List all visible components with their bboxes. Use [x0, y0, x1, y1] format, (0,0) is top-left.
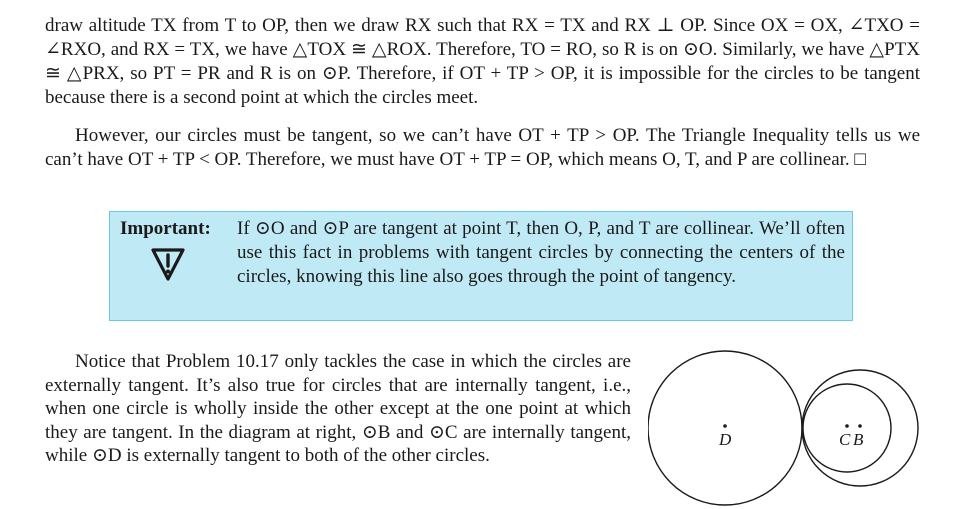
circle-b — [802, 370, 918, 486]
paragraph-conclusion: However, our circles must be tangent, so we can’t have OT + TP > OP. The Triangle Inequality tells us we can’t have OT + TP < OP. Therefore, we must have OT + TP = OP, which means O, T, and P are collinear. □ — [45, 125, 920, 170]
circle-c — [803, 384, 891, 472]
important-callout — [109, 211, 853, 321]
paragraph-internal-tangency: Notice that Problem 10.17 only tackles the case in which the circles are externally tangent. It’s also true for circles that are internally tangent, i.e., when one circle is wholly inside the other except at the one point at which they are tangent. In the diagram at right, ⊙B and ⊙C are internally tangent, while ⊙D is externally tangent to both of the other circles. — [45, 351, 631, 466]
center-d-point — [723, 424, 727, 428]
circle-d — [648, 351, 802, 505]
important-label: Important: — [120, 218, 211, 239]
center-b-point — [858, 424, 862, 428]
paragraph-proof-continuation: draw altitude TX from T to OP, then we draw RX such that RX = TX and RX ⊥ OP. Since OX = OX, ∠TXO = ∠RXO, and RX = TX, we have △TOX ≅ △ROX. Therefore, TO = RO, so R is on ⊙O. Similarly, we have △PTX ≅ △PRX, so PT = PR and R is on ⊙P. Therefore, if OT + TP > OP, it is impossible for the circles to be tangent because there is a second point at which the circles meet. — [45, 15, 920, 108]
tangent-circles-diagram — [648, 348, 923, 508]
label-b: B — [853, 430, 864, 449]
important-text: If ⊙O and ⊙P are tangent at point T, then O, P, and T are collinear. We’ll often use this fact in problems with tangent circles by connecting the centers of the circles, knowing this line also goes through the point of tangency. — [237, 218, 845, 287]
label-d: D — [719, 430, 732, 449]
center-c-point — [845, 424, 849, 428]
label-c: C — [839, 430, 851, 449]
warning-triangle-icon — [150, 246, 186, 282]
